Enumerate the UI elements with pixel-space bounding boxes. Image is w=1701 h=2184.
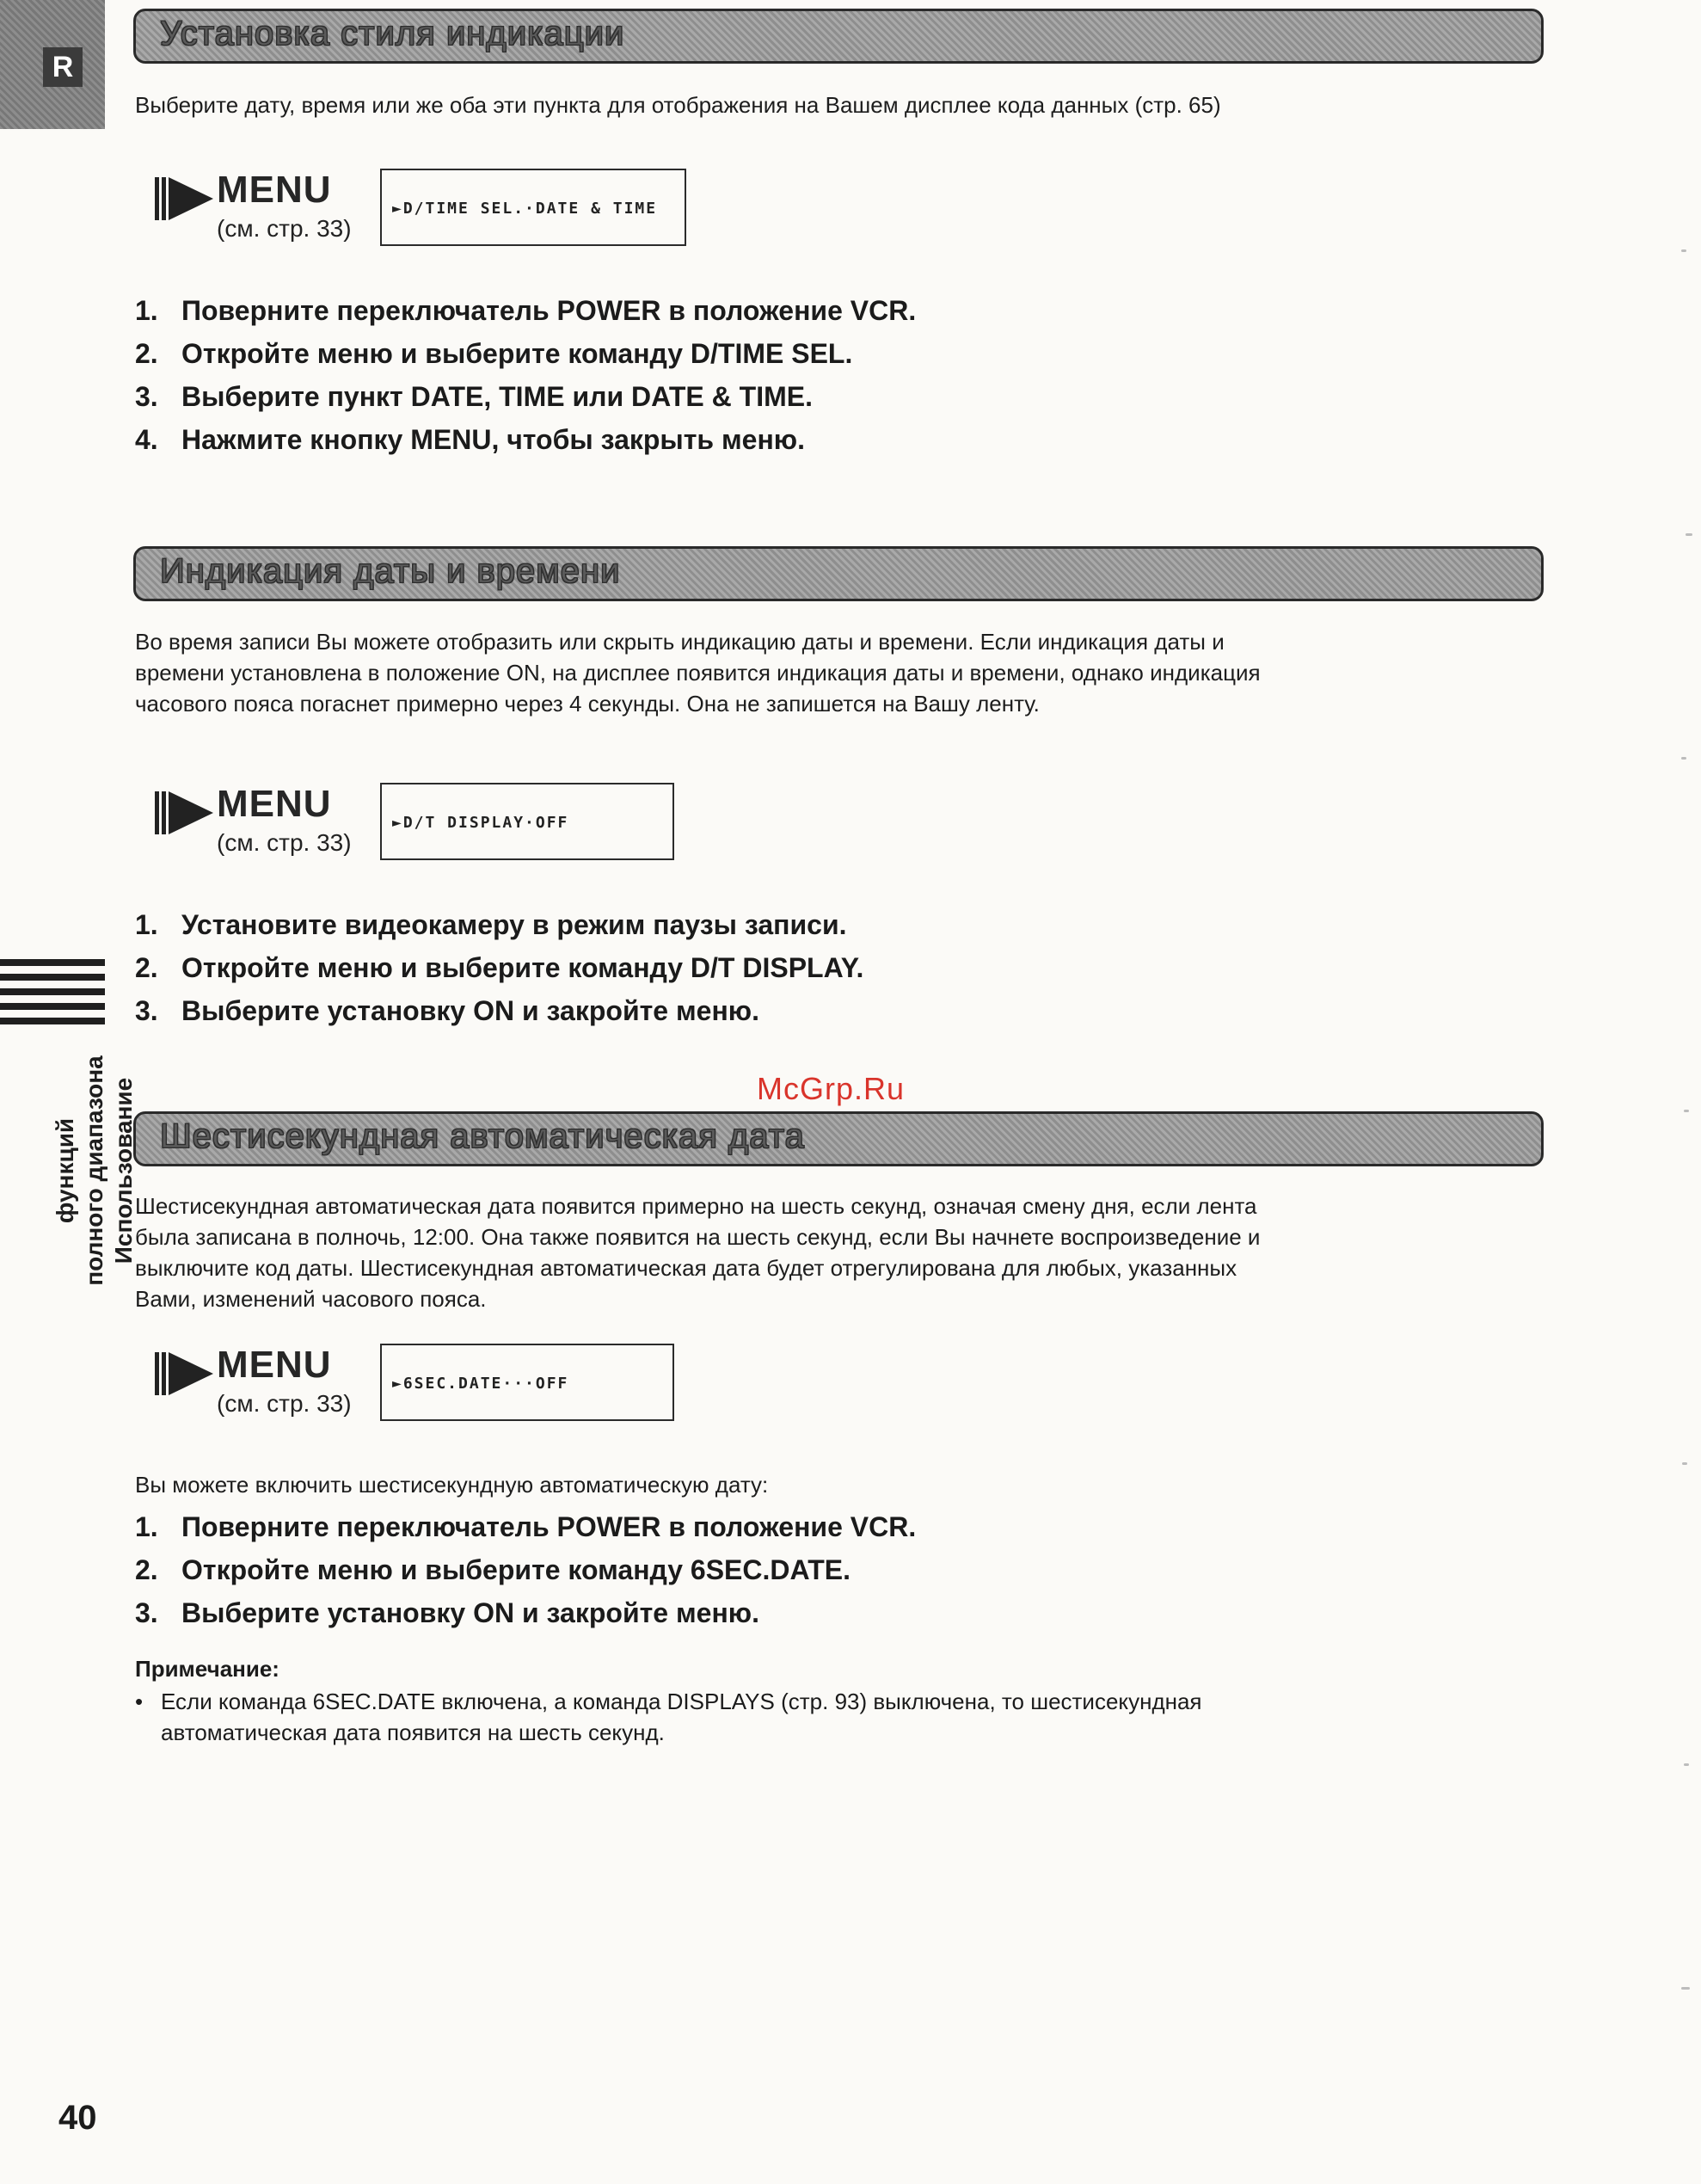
steps-list	[135, 903, 1425, 1032]
menu-arrow-icon	[155, 175, 215, 222]
list-item: 1. Поверните переключатель POWER в положение VCR.	[135, 1511, 917, 1542]
watermark: McGrp.Ru	[757, 1071, 906, 1106]
list-item: 3. Выберите установку ON и закройте меню.	[135, 995, 759, 1026]
list-item: 2. Откройте меню и выберите команду D/T DISPLAY.	[135, 952, 864, 983]
menu-label: MENU	[217, 1344, 332, 1386]
section-text: Выберите дату, время или же оба эти пункта для отображения на Вашем дисплее кода данных (стр. 65)	[135, 92, 1221, 118]
menu-screen-display: ►D/TIME SEL.·DATE & TIME	[380, 169, 686, 246]
menu-page-ref: (см. стр. 33)	[217, 829, 352, 856]
section-header-date-time	[133, 546, 1544, 601]
menu-screen-display: ►6SEC.DATE···OFF	[380, 1344, 674, 1421]
steps-list	[135, 289, 1425, 461]
menu-block	[155, 1344, 705, 1430]
language-label: R	[43, 47, 83, 87]
menu-arrow-icon	[155, 790, 215, 836]
list-item: 3. Выберите пункт DATE, TIME или DATE & TIME.	[135, 381, 813, 412]
menu-block	[155, 783, 705, 869]
bullet: •	[135, 1689, 144, 1714]
section-header-display-style	[133, 9, 1544, 64]
menu-arrow-icon	[155, 1350, 215, 1397]
menu-page-ref: (см. стр. 33)	[217, 215, 352, 242]
section-title: Шестисекундная автоматическая дата	[160, 1117, 805, 1155]
section-header-six-second-date	[133, 1111, 1544, 1166]
section-title: Установка стиля индикации	[160, 15, 625, 52]
section-text: Во время записи Вы можете отобразить или скрыть индикацию даты и времени. Если индикация даты и времени установлена в положение ON, на дисплее появится индикация даты и времени, однако индикация часового пояса погаснет примерно через 4 секунды. Она не запишется на Вашу ленту.	[135, 629, 1261, 717]
list-item: 2. Откройте меню и выберите команду 6SEC.DATE.	[135, 1554, 851, 1585]
note-line: автоматическая дата появится на шесть секунд.	[161, 1720, 665, 1745]
menu-label: MENU	[217, 783, 332, 825]
section-title: Индикация даты и времени	[160, 552, 621, 590]
menu-block	[155, 169, 705, 255]
list-item: 1. Установите видеокамеру в режим паузы записи.	[135, 909, 847, 940]
section-text: Шестисекундная автоматическая дата появится примерно на шесть секунд, означая смену дня, если лента была записана в полночь, 12:00. Она также появится на шесть секунд, если Вы начнете воспроизведение и выключите код даты. Шестисекундная автоматическая дата будет отрегулирована для любых, указанных Вами, изменений часового пояса.	[135, 1193, 1261, 1312]
note-title: Примечание:	[135, 1656, 279, 1682]
note-body	[135, 1686, 1477, 1748]
note-line: Если команда 6SEC.DATE включена, а команда DISPLAYS (стр. 93) выключена, то шестисекундная	[161, 1689, 1202, 1714]
menu-page-ref: (см. стр. 33)	[217, 1390, 352, 1417]
side-tab-label: функций полного диапазона Использование	[52, 1055, 137, 1286]
list-item: 3. Выберите установку ON и закройте меню.	[135, 1597, 759, 1628]
section-intro: Вы можете включить шестисекундную автоматическую дату:	[135, 1472, 769, 1498]
list-item: 4. Нажмите кнопку MENU, чтобы закрыть меню.	[135, 424, 805, 455]
list-item: 1. Поверните переключатель POWER в положение VCR.	[135, 295, 917, 326]
menu-screen-display: ►D/T DISPLAY·OFF	[380, 783, 674, 860]
menu-label: MENU	[217, 169, 332, 211]
steps-list	[135, 1505, 1425, 1634]
list-item: 2. Откройте меню и выберите команду D/TIME SEL.	[135, 338, 853, 369]
page-number: 40	[58, 2099, 97, 2137]
